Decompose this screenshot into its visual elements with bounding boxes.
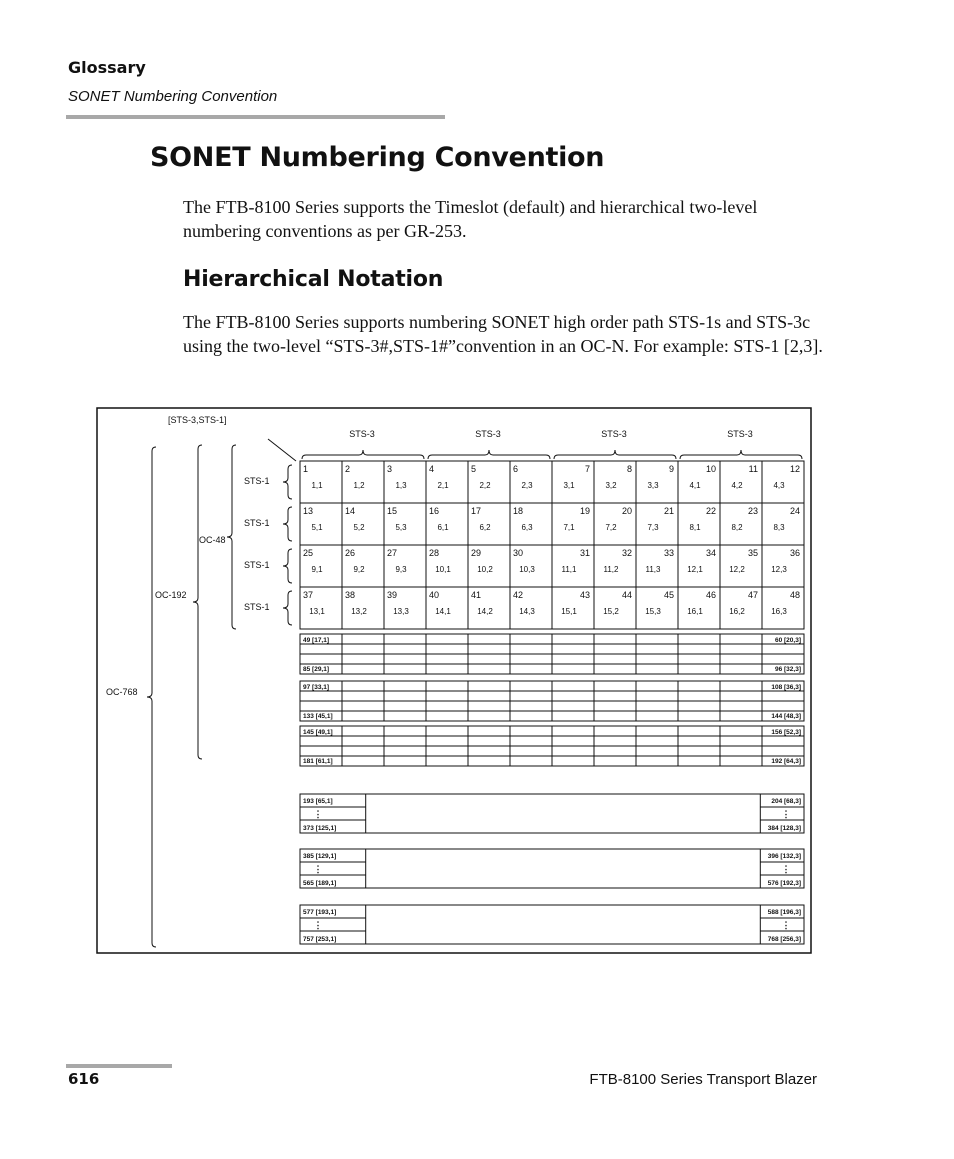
hierarchical-number: 16,1 [687,607,703,616]
block-bottom-left-label: 565 [189,1] [303,880,337,887]
hierarchical-number: 15,2 [603,607,619,616]
timeslot-number: 28 [429,548,440,558]
hierarchical-number: 10,2 [477,565,493,574]
oc48-label: OC-48 [199,535,226,545]
block-top-left-label: 577 [193,1] [303,909,337,916]
timeslot-number: 24 [789,506,800,516]
hierarchical-number: 10,1 [435,565,451,574]
hierarchical-number: 13,2 [351,607,367,616]
sts1-brace [283,507,292,541]
hierarchical-number: 7,3 [647,523,659,532]
block-bottom-right-label: 144 [48,3] [771,713,801,720]
block-bottom-left-label: 757 [253,1] [303,936,337,943]
hierarchical-number: 8,2 [731,523,743,532]
timeslot-number: 15 [387,506,398,516]
block-top-right-label: 108 [36,3] [771,684,801,691]
hierarchical-number: 13,1 [309,607,325,616]
hierarchical-number: 8,3 [773,523,785,532]
ellipsis-icon: ⋮ [781,864,791,874]
timeslot-number: 14 [345,506,356,516]
hierarchical-number: 3,3 [647,481,659,490]
hierarchical-number: 16,3 [771,607,787,616]
timeslot-number: 6 [513,464,519,474]
timeslot-number: 35 [747,548,758,558]
block-top-left-label: 193 [65,1] [303,798,333,805]
block-top-right-label: 588 [196,3] [767,909,801,916]
sts1-label: STS-1 [244,602,270,612]
hierarchical-number: 15,3 [645,607,661,616]
block-bottom-right-label: 768 [256,3] [767,936,801,943]
timeslot-number: 4 [429,464,435,474]
sts3-brace [428,450,550,459]
hierarchical-number: 5,3 [395,523,407,532]
intro-paragraph: The FTB-8100 Series supports the Timeslot (default) and hierarchical two-level numbering conventions as per GR-253. [183,197,758,241]
ellipsis-icon: ⋮ [313,864,323,874]
timeslot-number: 43 [579,590,590,600]
hierarchical-number: 3,2 [605,481,617,490]
hierarchical-number: 13,3 [393,607,409,616]
sts3-label: STS-3 [475,429,501,439]
hierarchical-number: 16,2 [729,607,745,616]
ellipsis-icon: ⋮ [313,809,323,819]
hierarchical-number: 2,1 [437,481,449,490]
hierarchical-number: 1,1 [311,481,323,490]
sts3-brace [680,450,802,459]
page-title: SONET Numbering Convention [150,142,605,173]
hierarchical-number: 9,2 [353,565,365,574]
block-bottom-right-label: 384 [128,3] [767,825,801,832]
timeslot-number: 9 [668,464,674,474]
timeslot-number: 46 [705,590,716,600]
timeslot-number: 39 [387,590,398,600]
timeslot-number: 12 [789,464,800,474]
timeslot-number: 17 [471,506,482,516]
block-top-left-label: 49 [17,1] [303,637,330,644]
hierarchical-number: 5,2 [353,523,365,532]
running-header-subsection: SONET Numbering Convention [68,88,278,105]
page-number: 616 [68,1070,100,1088]
block-bottom-left-label: 373 [125,1] [303,825,337,832]
hierarchical-number: 4,1 [689,481,701,490]
sts1-label: STS-1 [244,560,270,570]
hierarchical-number: 14,3 [519,607,535,616]
timeslot-number: 10 [705,464,716,474]
block-top-right-label: 156 [52,3] [771,729,801,736]
block-bottom-right-label: 576 [192,3] [767,880,801,887]
hierarchical-number: 1,3 [395,481,407,490]
timeslot-number: 5 [471,464,477,474]
timeslot-number: 26 [345,548,356,558]
timeslot-number: 22 [705,506,716,516]
ellipsis-icon: ⋮ [781,809,791,819]
notation-label: [STS-3,STS-1] [168,415,227,425]
hierarchical-number: 6,3 [521,523,533,532]
block-bottom-left-label: 181 [61,1] [303,758,333,765]
block-top-left-label: 97 [33,1] [303,684,330,691]
block-bottom-left-label: 85 [29,1] [303,666,330,673]
timeslot-number: 8 [626,464,632,474]
hierarchical-number: 11,2 [603,565,619,574]
sts1-label: STS-1 [244,476,270,486]
timeslot-number: 41 [471,590,482,600]
sts3-brace [302,450,424,459]
block-top-left-label: 145 [49,1] [303,729,333,736]
timeslot-number: 1 [303,464,309,474]
hierarchical-number: 1,2 [353,481,365,490]
timeslot-number: 2 [345,464,351,474]
hierarchical-number: 3,1 [563,481,575,490]
timeslot-number: 45 [663,590,674,600]
block-bottom-right-label: 192 [64,3] [771,758,801,765]
hierarchical-number: 2,3 [521,481,533,490]
oc192-label: OC-192 [155,590,187,600]
block-bottom-left-label: 133 [45,1] [303,713,333,720]
hierarchical-number: 14,2 [477,607,493,616]
timeslot-number: 13 [303,506,314,516]
hierarchical-number: 12,1 [687,565,703,574]
hierarchical-number: 11,3 [645,565,661,574]
hierarchical-number: 6,2 [479,523,491,532]
diagram-canvas [96,407,812,954]
timeslot-number: 20 [621,506,632,516]
block-top-right-label: 60 [20,3] [774,637,801,644]
timeslot-number: 33 [663,548,674,558]
timeslot-number: 42 [513,590,524,600]
sts1-brace [283,591,292,625]
hierarchical-number: 4,3 [773,481,785,490]
timeslot-number: 44 [621,590,632,600]
oc768-brace [147,447,156,947]
sonet-numbering-diagram [96,407,812,954]
sts1-brace [283,465,292,499]
body-paragraph: The FTB-8100 Series supports numbering SONET high order path STS-1s and STS-3c using the two-level “STS-3#,STS-1#”convention in an OC-N. For example: STS-1 [2,3]. [183,312,823,356]
block-top-right-label: 396 [132,3] [767,853,801,860]
timeslot-number: 11 [748,464,758,474]
section-heading: Hierarchical Notation [183,267,444,292]
timeslot-number: 38 [345,590,356,600]
oc768-label: OC-768 [106,687,138,697]
timeslot-number: 34 [705,548,716,558]
sts1-label: STS-1 [244,518,270,528]
hierarchical-number: 12,2 [729,565,745,574]
hierarchical-number: 10,3 [519,565,535,574]
timeslot-number: 32 [621,548,632,558]
hierarchical-number: 7,2 [605,523,617,532]
notation-leader-line [268,439,296,461]
header-rule [66,115,445,119]
sts1-brace [283,549,292,583]
timeslot-number: 36 [789,548,800,558]
sts3-label: STS-3 [349,429,375,439]
hierarchical-number: 7,1 [563,523,575,532]
oc192-brace [193,445,202,759]
hierarchical-number: 2,2 [479,481,491,490]
hierarchical-number: 5,1 [311,523,323,532]
hierarchical-number: 14,1 [435,607,451,616]
timeslot-number: 3 [387,464,393,474]
timeslot-number: 37 [303,590,314,600]
hierarchical-number: 4,2 [731,481,743,490]
hierarchical-number: 15,1 [561,607,577,616]
timeslot-number: 40 [429,590,440,600]
block-bottom-right-label: 96 [32,3] [774,666,801,673]
timeslot-number: 19 [579,506,590,516]
timeslot-number: 31 [579,548,590,558]
timeslot-number: 23 [747,506,758,516]
running-header-section: Glossary [68,58,146,77]
footer-product-title: FTB-8100 Series Transport Blazer [589,1071,817,1088]
block-top-right-label: 204 [68,3] [771,798,801,805]
hierarchical-number: 9,3 [395,565,407,574]
ellipsis-icon: ⋮ [313,920,323,930]
timeslot-number: 18 [513,506,524,516]
timeslot-number: 7 [584,464,590,474]
timeslot-number: 47 [747,590,758,600]
timeslot-number: 16 [429,506,440,516]
footer-rule [66,1064,172,1068]
sts3-label: STS-3 [727,429,753,439]
hierarchical-number: 12,3 [771,565,787,574]
block-top-left-label: 385 [129,1] [303,853,337,860]
oc768-block [300,794,804,833]
oc768-block [300,905,804,944]
timeslot-number: 25 [303,548,314,558]
hierarchical-number: 6,1 [437,523,449,532]
oc768-block [300,849,804,888]
timeslot-number: 27 [387,548,398,558]
oc48-brace [227,445,236,629]
timeslot-number: 21 [663,506,674,516]
sts3-brace [554,450,676,459]
ellipsis-icon: ⋮ [781,920,791,930]
timeslot-number: 30 [513,548,524,558]
timeslot-number: 48 [789,590,800,600]
timeslot-number: 29 [471,548,482,558]
hierarchical-number: 8,1 [689,523,701,532]
hierarchical-number: 11,1 [561,565,577,574]
hierarchical-number: 9,1 [311,565,323,574]
sts3-label: STS-3 [601,429,627,439]
